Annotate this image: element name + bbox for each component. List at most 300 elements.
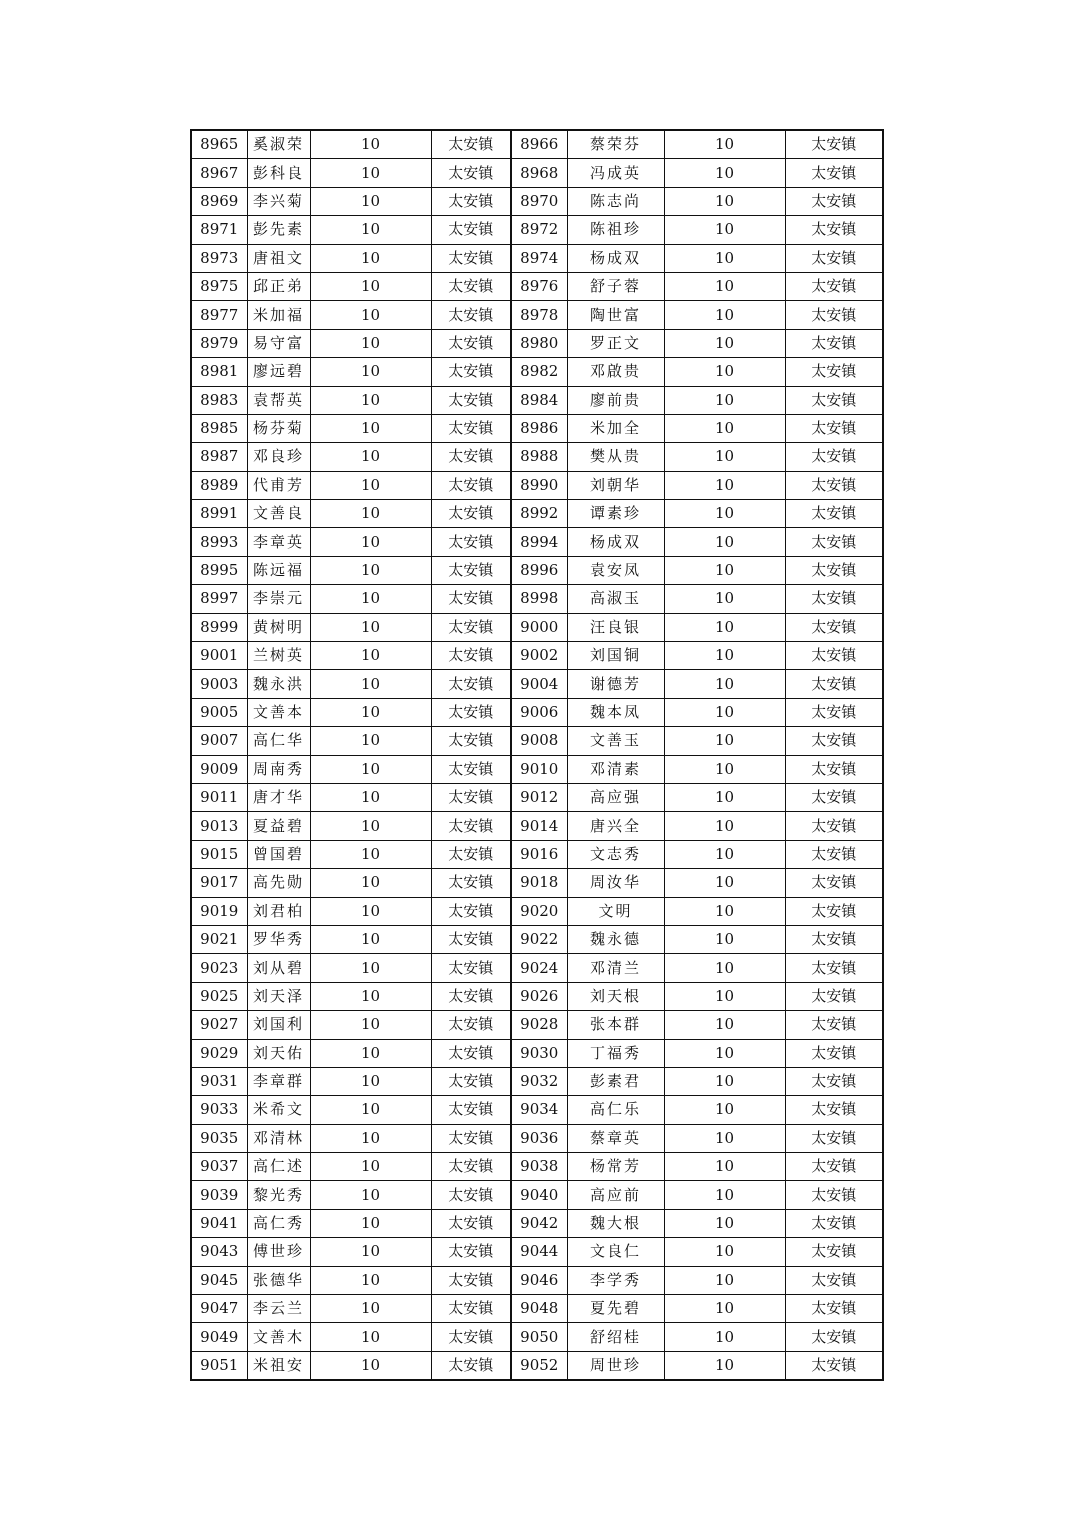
left-id-cell: 9015 bbox=[191, 840, 247, 868]
right-town-cell: 太安镇 bbox=[785, 982, 883, 1010]
right-amount-cell: 10 bbox=[664, 1124, 785, 1152]
right-name-cell: 罗正文 bbox=[567, 329, 664, 357]
right-amount-cell: 10 bbox=[664, 301, 785, 329]
right-amount-cell: 10 bbox=[664, 783, 785, 811]
left-name-cell: 李兴菊 bbox=[247, 187, 310, 215]
left-name-cell: 代甫芳 bbox=[247, 471, 310, 499]
left-amount-cell: 10 bbox=[310, 783, 431, 811]
left-amount-cell: 10 bbox=[310, 1124, 431, 1152]
right-id-cell: 9012 bbox=[511, 783, 567, 811]
left-amount-cell: 10 bbox=[310, 471, 431, 499]
left-town-cell: 太安镇 bbox=[431, 414, 511, 442]
left-town-cell: 太安镇 bbox=[431, 301, 511, 329]
left-town-cell: 太安镇 bbox=[431, 216, 511, 244]
table-row bbox=[191, 1266, 883, 1294]
left-amount-cell: 10 bbox=[310, 130, 431, 159]
right-name-cell: 冯成英 bbox=[567, 159, 664, 187]
left-town-cell: 太安镇 bbox=[431, 358, 511, 386]
right-name-cell: 米加全 bbox=[567, 414, 664, 442]
right-town-cell: 太安镇 bbox=[785, 414, 883, 442]
right-town-cell: 太安镇 bbox=[785, 187, 883, 215]
left-amount-cell: 10 bbox=[310, 982, 431, 1010]
right-id-cell: 9010 bbox=[511, 755, 567, 783]
right-id-cell: 8972 bbox=[511, 216, 567, 244]
left-name-cell: 高仁秀 bbox=[247, 1209, 310, 1237]
right-id-cell: 8996 bbox=[511, 556, 567, 584]
right-amount-cell: 10 bbox=[664, 840, 785, 868]
right-name-cell: 廖前贵 bbox=[567, 386, 664, 414]
left-id-cell: 8965 bbox=[191, 130, 247, 159]
left-id-cell: 9027 bbox=[191, 1011, 247, 1039]
left-amount-cell: 10 bbox=[310, 500, 431, 528]
table-row bbox=[191, 869, 883, 897]
left-amount-cell: 10 bbox=[310, 272, 431, 300]
right-id-cell: 9048 bbox=[511, 1295, 567, 1323]
right-id-cell: 8988 bbox=[511, 443, 567, 471]
left-town-cell: 太安镇 bbox=[431, 528, 511, 556]
table-row bbox=[191, 443, 883, 471]
left-town-cell: 太安镇 bbox=[431, 244, 511, 272]
right-amount-cell: 10 bbox=[664, 755, 785, 783]
table-row bbox=[191, 272, 883, 300]
right-id-cell: 8986 bbox=[511, 414, 567, 442]
right-amount-cell: 10 bbox=[664, 1266, 785, 1294]
left-name-cell: 高仁华 bbox=[247, 727, 310, 755]
table-row bbox=[191, 471, 883, 499]
left-name-cell: 周南秀 bbox=[247, 755, 310, 783]
right-name-cell: 樊从贵 bbox=[567, 443, 664, 471]
right-name-cell: 高应强 bbox=[567, 783, 664, 811]
left-town-cell: 太安镇 bbox=[431, 130, 511, 159]
left-name-cell: 刘从碧 bbox=[247, 954, 310, 982]
left-name-cell: 陈远福 bbox=[247, 556, 310, 584]
right-name-cell: 袁安凤 bbox=[567, 556, 664, 584]
left-id-cell: 9051 bbox=[191, 1351, 247, 1380]
right-amount-cell: 10 bbox=[664, 670, 785, 698]
right-amount-cell: 10 bbox=[664, 869, 785, 897]
right-town-cell: 太安镇 bbox=[785, 840, 883, 868]
right-amount-cell: 10 bbox=[664, 1153, 785, 1181]
left-town-cell: 太安镇 bbox=[431, 585, 511, 613]
right-name-cell: 刘国铜 bbox=[567, 642, 664, 670]
table-row bbox=[191, 1181, 883, 1209]
right-town-cell: 太安镇 bbox=[785, 869, 883, 897]
right-id-cell: 8966 bbox=[511, 130, 567, 159]
left-town-cell: 太安镇 bbox=[431, 982, 511, 1010]
right-id-cell: 9036 bbox=[511, 1124, 567, 1152]
right-town-cell: 太安镇 bbox=[785, 301, 883, 329]
right-id-cell: 9008 bbox=[511, 727, 567, 755]
right-amount-cell: 10 bbox=[664, 1096, 785, 1124]
right-amount-cell: 10 bbox=[664, 130, 785, 159]
right-town-cell: 太安镇 bbox=[785, 783, 883, 811]
left-id-cell: 8989 bbox=[191, 471, 247, 499]
left-amount-cell: 10 bbox=[310, 386, 431, 414]
right-id-cell: 9014 bbox=[511, 812, 567, 840]
left-amount-cell: 10 bbox=[310, 443, 431, 471]
left-name-cell: 杨芬菊 bbox=[247, 414, 310, 442]
left-amount-cell: 10 bbox=[310, 698, 431, 726]
right-amount-cell: 10 bbox=[664, 329, 785, 357]
right-town-cell: 太安镇 bbox=[785, 1295, 883, 1323]
right-town-cell: 太安镇 bbox=[785, 244, 883, 272]
left-amount-cell: 10 bbox=[310, 1209, 431, 1237]
right-id-cell: 8994 bbox=[511, 528, 567, 556]
left-id-cell: 9039 bbox=[191, 1181, 247, 1209]
left-town-cell: 太安镇 bbox=[431, 954, 511, 982]
table-row bbox=[191, 301, 883, 329]
right-town-cell: 太安镇 bbox=[785, 471, 883, 499]
right-amount-cell: 10 bbox=[664, 1209, 785, 1237]
right-name-cell: 魏永德 bbox=[567, 925, 664, 953]
left-town-cell: 太安镇 bbox=[431, 159, 511, 187]
left-name-cell: 李章英 bbox=[247, 528, 310, 556]
right-name-cell: 舒绍桂 bbox=[567, 1323, 664, 1351]
right-name-cell: 刘朝华 bbox=[567, 471, 664, 499]
left-amount-cell: 10 bbox=[310, 755, 431, 783]
right-name-cell: 高仁乐 bbox=[567, 1096, 664, 1124]
left-amount-cell: 10 bbox=[310, 897, 431, 925]
right-id-cell: 8970 bbox=[511, 187, 567, 215]
right-id-cell: 9020 bbox=[511, 897, 567, 925]
left-amount-cell: 10 bbox=[310, 329, 431, 357]
left-name-cell: 傅世珍 bbox=[247, 1238, 310, 1266]
left-name-cell: 彭先素 bbox=[247, 216, 310, 244]
table-row bbox=[191, 386, 883, 414]
table-row bbox=[191, 1153, 883, 1181]
left-name-cell: 兰树英 bbox=[247, 642, 310, 670]
left-town-cell: 太安镇 bbox=[431, 443, 511, 471]
table-row bbox=[191, 1323, 883, 1351]
left-id-cell: 9025 bbox=[191, 982, 247, 1010]
left-amount-cell: 10 bbox=[310, 812, 431, 840]
left-town-cell: 太安镇 bbox=[431, 755, 511, 783]
left-name-cell: 邓清林 bbox=[247, 1124, 310, 1152]
right-amount-cell: 10 bbox=[664, 471, 785, 499]
left-name-cell: 彭科良 bbox=[247, 159, 310, 187]
table-row bbox=[191, 727, 883, 755]
left-id-cell: 8981 bbox=[191, 358, 247, 386]
right-town-cell: 太安镇 bbox=[785, 670, 883, 698]
left-name-cell: 夏益碧 bbox=[247, 812, 310, 840]
left-name-cell: 魏永洪 bbox=[247, 670, 310, 698]
table-row bbox=[191, 982, 883, 1010]
right-town-cell: 太安镇 bbox=[785, 585, 883, 613]
left-amount-cell: 10 bbox=[310, 1238, 431, 1266]
right-id-cell: 8980 bbox=[511, 329, 567, 357]
right-name-cell: 周汝华 bbox=[567, 869, 664, 897]
right-town-cell: 太安镇 bbox=[785, 1067, 883, 1095]
left-id-cell: 8973 bbox=[191, 244, 247, 272]
right-amount-cell: 10 bbox=[664, 925, 785, 953]
right-name-cell: 丁福秀 bbox=[567, 1039, 664, 1067]
right-amount-cell: 10 bbox=[664, 358, 785, 386]
right-amount-cell: 10 bbox=[664, 556, 785, 584]
table-row bbox=[191, 812, 883, 840]
left-town-cell: 太安镇 bbox=[431, 471, 511, 499]
right-id-cell: 8976 bbox=[511, 272, 567, 300]
left-amount-cell: 10 bbox=[310, 159, 431, 187]
right-town-cell: 太安镇 bbox=[785, 1124, 883, 1152]
left-amount-cell: 10 bbox=[310, 1181, 431, 1209]
right-amount-cell: 10 bbox=[664, 1323, 785, 1351]
left-id-cell: 8995 bbox=[191, 556, 247, 584]
left-town-cell: 太安镇 bbox=[431, 869, 511, 897]
table-row bbox=[191, 897, 883, 925]
left-id-cell: 8977 bbox=[191, 301, 247, 329]
right-amount-cell: 10 bbox=[664, 187, 785, 215]
left-id-cell: 9033 bbox=[191, 1096, 247, 1124]
right-name-cell: 夏先碧 bbox=[567, 1295, 664, 1323]
left-name-cell: 李章群 bbox=[247, 1067, 310, 1095]
right-name-cell: 唐兴全 bbox=[567, 812, 664, 840]
left-id-cell: 9011 bbox=[191, 783, 247, 811]
right-name-cell: 魏本凤 bbox=[567, 698, 664, 726]
table-row bbox=[191, 1238, 883, 1266]
left-name-cell: 高先勋 bbox=[247, 869, 310, 897]
right-name-cell: 杨成双 bbox=[567, 528, 664, 556]
right-id-cell: 9024 bbox=[511, 954, 567, 982]
right-name-cell: 文善玉 bbox=[567, 727, 664, 755]
left-town-cell: 太安镇 bbox=[431, 1209, 511, 1237]
right-amount-cell: 10 bbox=[664, 414, 785, 442]
left-name-cell: 文善木 bbox=[247, 1323, 310, 1351]
left-id-cell: 8987 bbox=[191, 443, 247, 471]
left-id-cell: 9043 bbox=[191, 1238, 247, 1266]
left-town-cell: 太安镇 bbox=[431, 698, 511, 726]
right-name-cell: 舒子蓉 bbox=[567, 272, 664, 300]
left-name-cell: 黄树明 bbox=[247, 613, 310, 641]
left-amount-cell: 10 bbox=[310, 1295, 431, 1323]
right-id-cell: 9050 bbox=[511, 1323, 567, 1351]
left-amount-cell: 10 bbox=[310, 954, 431, 982]
table-row bbox=[191, 925, 883, 953]
right-amount-cell: 10 bbox=[664, 727, 785, 755]
right-name-cell: 蔡章英 bbox=[567, 1124, 664, 1152]
left-town-cell: 太安镇 bbox=[431, 783, 511, 811]
left-town-cell: 太安镇 bbox=[431, 670, 511, 698]
table-row bbox=[191, 1096, 883, 1124]
left-name-cell: 张德华 bbox=[247, 1266, 310, 1294]
left-name-cell: 易守富 bbox=[247, 329, 310, 357]
left-id-cell: 9045 bbox=[191, 1266, 247, 1294]
table-row bbox=[191, 585, 883, 613]
right-id-cell: 9030 bbox=[511, 1039, 567, 1067]
table-row bbox=[191, 216, 883, 244]
left-amount-cell: 10 bbox=[310, 840, 431, 868]
right-name-cell: 陈志尚 bbox=[567, 187, 664, 215]
left-amount-cell: 10 bbox=[310, 358, 431, 386]
right-amount-cell: 10 bbox=[664, 159, 785, 187]
left-amount-cell: 10 bbox=[310, 1067, 431, 1095]
right-town-cell: 太安镇 bbox=[785, 925, 883, 953]
left-name-cell: 刘国利 bbox=[247, 1011, 310, 1039]
right-amount-cell: 10 bbox=[664, 642, 785, 670]
right-name-cell: 邓清素 bbox=[567, 755, 664, 783]
right-town-cell: 太安镇 bbox=[785, 642, 883, 670]
left-name-cell: 曾国碧 bbox=[247, 840, 310, 868]
left-town-cell: 太安镇 bbox=[431, 1011, 511, 1039]
right-amount-cell: 10 bbox=[664, 500, 785, 528]
left-amount-cell: 10 bbox=[310, 613, 431, 641]
right-id-cell: 9038 bbox=[511, 1153, 567, 1181]
right-town-cell: 太安镇 bbox=[785, 159, 883, 187]
left-id-cell: 9031 bbox=[191, 1067, 247, 1095]
left-name-cell: 邓良珍 bbox=[247, 443, 310, 471]
right-amount-cell: 10 bbox=[664, 1295, 785, 1323]
left-town-cell: 太安镇 bbox=[431, 1238, 511, 1266]
left-amount-cell: 10 bbox=[310, 1323, 431, 1351]
right-amount-cell: 10 bbox=[664, 443, 785, 471]
roster-table bbox=[190, 129, 884, 1381]
right-town-cell: 太安镇 bbox=[785, 556, 883, 584]
right-id-cell: 9040 bbox=[511, 1181, 567, 1209]
left-id-cell: 9041 bbox=[191, 1209, 247, 1237]
table-row bbox=[191, 698, 883, 726]
table-row bbox=[191, 500, 883, 528]
right-id-cell: 9032 bbox=[511, 1067, 567, 1095]
right-name-cell: 蔡荣芬 bbox=[567, 130, 664, 159]
right-name-cell: 邓清兰 bbox=[567, 954, 664, 982]
right-amount-cell: 10 bbox=[664, 585, 785, 613]
left-id-cell: 9035 bbox=[191, 1124, 247, 1152]
right-town-cell: 太安镇 bbox=[785, 812, 883, 840]
right-amount-cell: 10 bbox=[664, 386, 785, 414]
left-id-cell: 8997 bbox=[191, 585, 247, 613]
left-amount-cell: 10 bbox=[310, 414, 431, 442]
right-id-cell: 9002 bbox=[511, 642, 567, 670]
left-town-cell: 太安镇 bbox=[431, 642, 511, 670]
left-name-cell: 廖远碧 bbox=[247, 358, 310, 386]
left-name-cell: 刘君柏 bbox=[247, 897, 310, 925]
left-id-cell: 9005 bbox=[191, 698, 247, 726]
left-id-cell: 9023 bbox=[191, 954, 247, 982]
table-row bbox=[191, 1209, 883, 1237]
left-amount-cell: 10 bbox=[310, 301, 431, 329]
left-id-cell: 8967 bbox=[191, 159, 247, 187]
right-id-cell: 9046 bbox=[511, 1266, 567, 1294]
right-amount-cell: 10 bbox=[664, 1238, 785, 1266]
left-name-cell: 文善良 bbox=[247, 500, 310, 528]
left-id-cell: 8991 bbox=[191, 500, 247, 528]
right-town-cell: 太安镇 bbox=[785, 216, 883, 244]
left-town-cell: 太安镇 bbox=[431, 1295, 511, 1323]
right-amount-cell: 10 bbox=[664, 812, 785, 840]
right-id-cell: 9006 bbox=[511, 698, 567, 726]
left-id-cell: 9029 bbox=[191, 1039, 247, 1067]
left-town-cell: 太安镇 bbox=[431, 1039, 511, 1067]
left-amount-cell: 10 bbox=[310, 925, 431, 953]
table-row bbox=[191, 130, 883, 159]
left-town-cell: 太安镇 bbox=[431, 1181, 511, 1209]
right-id-cell: 8998 bbox=[511, 585, 567, 613]
right-name-cell: 刘天根 bbox=[567, 982, 664, 1010]
right-town-cell: 太安镇 bbox=[785, 130, 883, 159]
left-town-cell: 太安镇 bbox=[431, 329, 511, 357]
table-row bbox=[191, 954, 883, 982]
left-id-cell: 8979 bbox=[191, 329, 247, 357]
right-town-cell: 太安镇 bbox=[785, 1209, 883, 1237]
table-row bbox=[191, 1351, 883, 1380]
left-id-cell: 9007 bbox=[191, 727, 247, 755]
right-name-cell: 文明 bbox=[567, 897, 664, 925]
left-name-cell: 邱正弟 bbox=[247, 272, 310, 300]
right-name-cell: 高应前 bbox=[567, 1181, 664, 1209]
left-amount-cell: 10 bbox=[310, 1266, 431, 1294]
right-id-cell: 9000 bbox=[511, 613, 567, 641]
left-name-cell: 米祖安 bbox=[247, 1351, 310, 1380]
left-town-cell: 太安镇 bbox=[431, 1351, 511, 1380]
left-town-cell: 太安镇 bbox=[431, 1323, 511, 1351]
table-row bbox=[191, 159, 883, 187]
table-row bbox=[191, 670, 883, 698]
right-town-cell: 太安镇 bbox=[785, 897, 883, 925]
table-row bbox=[191, 1011, 883, 1039]
right-town-cell: 太安镇 bbox=[785, 727, 883, 755]
right-amount-cell: 10 bbox=[664, 982, 785, 1010]
left-amount-cell: 10 bbox=[310, 869, 431, 897]
right-id-cell: 9034 bbox=[511, 1096, 567, 1124]
table-row bbox=[191, 1067, 883, 1095]
left-amount-cell: 10 bbox=[310, 187, 431, 215]
right-town-cell: 太安镇 bbox=[785, 358, 883, 386]
right-name-cell: 魏大根 bbox=[567, 1209, 664, 1237]
right-name-cell: 谢德芳 bbox=[567, 670, 664, 698]
right-town-cell: 太安镇 bbox=[785, 1351, 883, 1380]
left-amount-cell: 10 bbox=[310, 642, 431, 670]
left-id-cell: 8993 bbox=[191, 528, 247, 556]
table-row bbox=[191, 414, 883, 442]
right-name-cell: 张本群 bbox=[567, 1011, 664, 1039]
table-row bbox=[191, 358, 883, 386]
right-amount-cell: 10 bbox=[664, 1039, 785, 1067]
table-row bbox=[191, 755, 883, 783]
right-town-cell: 太安镇 bbox=[785, 1181, 883, 1209]
right-amount-cell: 10 bbox=[664, 954, 785, 982]
right-name-cell: 谭素珍 bbox=[567, 500, 664, 528]
right-id-cell: 8990 bbox=[511, 471, 567, 499]
left-id-cell: 8999 bbox=[191, 613, 247, 641]
left-name-cell: 米希文 bbox=[247, 1096, 310, 1124]
left-town-cell: 太安镇 bbox=[431, 1096, 511, 1124]
right-id-cell: 8992 bbox=[511, 500, 567, 528]
left-id-cell: 8969 bbox=[191, 187, 247, 215]
left-name-cell: 文善本 bbox=[247, 698, 310, 726]
right-town-cell: 太安镇 bbox=[785, 755, 883, 783]
table-row bbox=[191, 1295, 883, 1323]
left-amount-cell: 10 bbox=[310, 585, 431, 613]
right-name-cell: 杨成双 bbox=[567, 244, 664, 272]
left-amount-cell: 10 bbox=[310, 1153, 431, 1181]
left-id-cell: 9047 bbox=[191, 1295, 247, 1323]
table-row bbox=[191, 244, 883, 272]
left-name-cell: 刘天泽 bbox=[247, 982, 310, 1010]
left-name-cell: 米加福 bbox=[247, 301, 310, 329]
left-id-cell: 8971 bbox=[191, 216, 247, 244]
left-town-cell: 太安镇 bbox=[431, 386, 511, 414]
left-name-cell: 李崇元 bbox=[247, 585, 310, 613]
right-town-cell: 太安镇 bbox=[785, 1039, 883, 1067]
right-id-cell: 9052 bbox=[511, 1351, 567, 1380]
left-amount-cell: 10 bbox=[310, 556, 431, 584]
right-amount-cell: 10 bbox=[664, 1181, 785, 1209]
right-amount-cell: 10 bbox=[664, 613, 785, 641]
right-name-cell: 文良仁 bbox=[567, 1238, 664, 1266]
left-name-cell: 李云兰 bbox=[247, 1295, 310, 1323]
right-town-cell: 太安镇 bbox=[785, 386, 883, 414]
right-id-cell: 9042 bbox=[511, 1209, 567, 1237]
right-id-cell: 9028 bbox=[511, 1011, 567, 1039]
